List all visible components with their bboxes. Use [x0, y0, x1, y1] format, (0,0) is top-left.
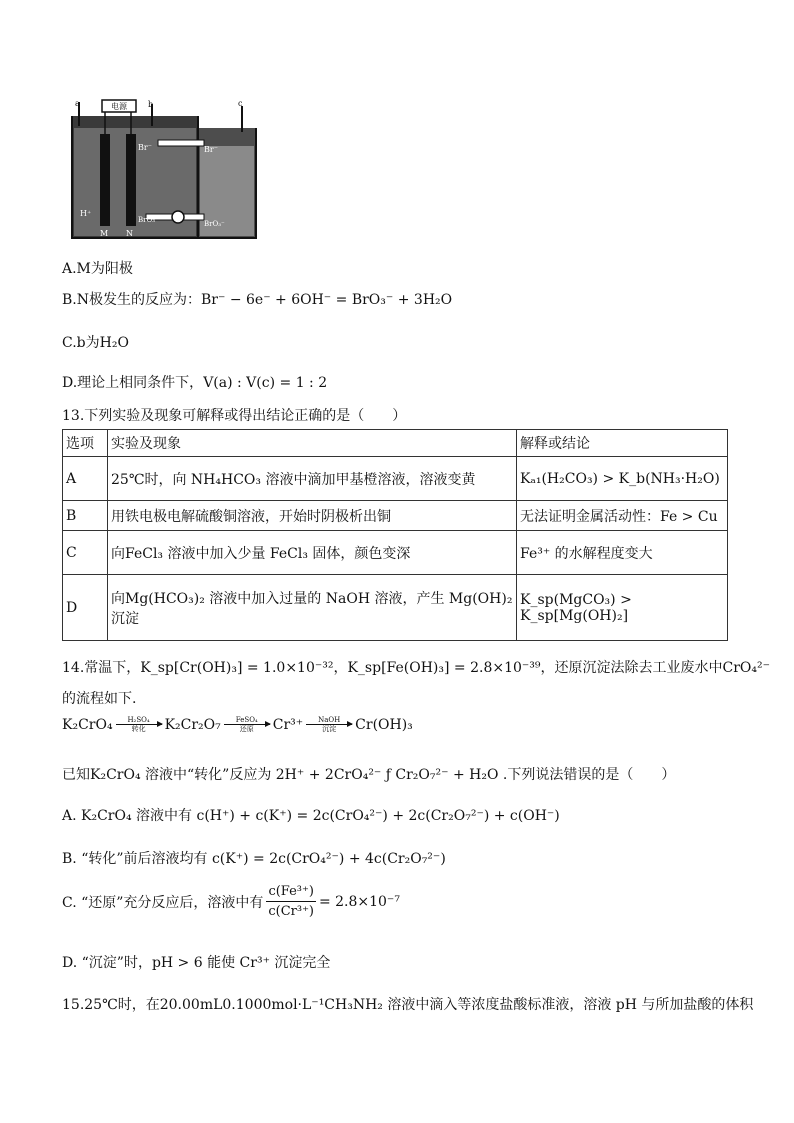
table-cell-option: A: [63, 457, 108, 501]
q12-option-c: [62, 332, 129, 352]
q12-option-b-formula: Br⁻ − 6e⁻ + 6OH⁻ = BrO₃⁻ + 3H₂O: [201, 292, 453, 308]
scheme-arrow-step: 转化: [131, 725, 146, 733]
scheme-arrow-step: 沉淀: [322, 725, 337, 733]
q14-option-a: A. K₂CrO₄ 溶液中有 c(H⁺) + c(K⁺) = 2c(CrO₄²⁻) + 2c(Cr₂O₇²⁻) + c(OH⁻): [62, 808, 560, 824]
label-bro3-right: BrO₃⁻: [204, 220, 225, 228]
q12-option-c-formula: H₂O: [99, 335, 129, 351]
table-cell-conclusion: 无法证明金属活动性：Fe > Cu: [517, 501, 728, 531]
table-cell-option: D: [63, 575, 108, 641]
table-row: [63, 501, 728, 531]
arrow-right-icon: [306, 724, 352, 725]
table-header-row: [63, 430, 728, 457]
label-b: b: [148, 100, 154, 109]
table-cell-experiment: 向FeCl₃ 溶液中加入少量 FeCl₃ 固体，颜色变深: [108, 531, 517, 575]
table-header: 解释或结论: [517, 430, 728, 457]
label-n: N: [126, 229, 133, 238]
table-header: 选项: [63, 430, 108, 457]
scheme-arrow-reagent: FeSO₄: [235, 716, 258, 724]
q12-option-b-prefix: B.N极发生的反应为：: [62, 292, 201, 308]
label-c: c: [238, 99, 243, 108]
table-cell-option: C: [63, 531, 108, 575]
fraction-numerator: c(Fe³⁺): [266, 884, 316, 902]
scheme-arrow-reagent: H₂SO₄: [127, 716, 150, 724]
label-bro3-left: BrO₃⁻: [138, 216, 159, 224]
q15-stem: 15.25℃时，在20.00mL0.1000mol·L⁻¹CH₃NH₂ 溶液中滴入等浓度盐酸标准液，溶液 pH 与所加盐酸的体积: [62, 997, 754, 1013]
q12-option-b: [62, 289, 452, 309]
q14-option-c-suffix: = 2.8×10⁻⁷: [318, 893, 400, 910]
table-row: [63, 457, 728, 501]
scheme-arrow: [224, 716, 270, 733]
q14-option-c: [62, 884, 400, 919]
label-br-right: Br⁻: [204, 145, 218, 154]
scheme-species: K₂CrO₄: [62, 716, 113, 733]
scheme-arrow: [306, 716, 352, 733]
q12-option-c-prefix: C.b为: [62, 335, 100, 351]
arrow-right-icon: [116, 724, 162, 725]
scheme-arrow-reagent: NaOH: [318, 716, 341, 724]
scheme-species: Cr(OH)₃: [355, 716, 413, 733]
fraction-denominator: c(Cr³⁺): [268, 904, 315, 919]
label-m: M: [100, 229, 109, 238]
q14-option-b: B. “转化”前后溶液均有 c(K⁺) = 2c(CrO₄²⁻) + 4c(Cr₂O₇²⁻): [62, 851, 446, 867]
table-cell-experiment: 25℃时，向 NH₄HCO₃ 溶液中滴加甲基橙溶液，溶液变黄: [108, 457, 517, 501]
q14-stem-line2: 的流程如下.: [62, 691, 137, 707]
table-cell-experiment: 向Mg(HCO₃)₂ 溶液中加入过量的 NaOH 溶液，产生 Mg(OH)₂ 沉淀: [108, 575, 517, 641]
label-h-plus: H⁺: [80, 209, 92, 218]
label-a: a: [75, 99, 80, 108]
q12-option-d: [62, 372, 327, 392]
scheme-species: Cr³⁺: [272, 716, 304, 733]
electrolysis-apparatus-figure: [66, 98, 266, 243]
table-row: [63, 531, 728, 575]
table-cell-option: B: [63, 501, 108, 531]
table-cell-experiment: 用铁电极电解硫酸铜溶液，开始时阴极析出铜: [108, 501, 517, 531]
q12-option-a: A.M为阳极: [62, 261, 133, 277]
arrow-right-icon: [224, 724, 270, 725]
q14-option-c-prefix: C. “还原”充分反应后，溶液中有: [62, 894, 264, 911]
table-cell-conclusion: Kₐ₁(H₂CO₃) > K_b(NH₃·H₂O): [517, 457, 728, 501]
scheme-arrow: [116, 716, 162, 733]
q13-stem: 13.下列实验及现象可解释或得出结论正确的是（ ）: [62, 408, 407, 424]
scheme-species: K₂Cr₂O₇: [164, 716, 221, 733]
table-row: [63, 575, 728, 641]
q12-option-d-formula: V(a) : V(c) = 1 : 2: [203, 375, 328, 391]
table-header: 实验及现象: [108, 430, 517, 457]
power-label: 电源: [111, 102, 127, 111]
q12-option-d-prefix: D.理论上相同条件下，: [62, 375, 204, 391]
fraction: [266, 884, 316, 919]
q14-flow-scheme: [62, 716, 413, 733]
scheme-arrow-step: 还原: [239, 725, 254, 733]
label-br-left: Br⁻: [138, 143, 152, 152]
q14-known: 已知K₂CrO₄ 溶液中“转化”反应为 2H⁺ + 2CrO₄²⁻ ƒ Cr₂O₇²⁻ + H₂O .下列说法错误的是（ ）: [62, 767, 676, 783]
q14-stem-line1: 14.常温下，K_sp[Cr(OH)₃] = 1.0×10⁻³²，K_sp[Fe(OH)₃] = 2.8×10⁻³⁹，还原沉淀法除去工业废水中CrO₄²⁻: [62, 660, 771, 676]
q13-table: [62, 429, 728, 641]
q14-option-d: D. “沉淀”时，pH > 6 能使 Cr³⁺ 沉淀完全: [62, 955, 331, 971]
table-cell-conclusion: Fe³⁺ 的水解程度变大: [517, 531, 728, 575]
table-cell-conclusion: K_sp(MgCO₃) > K_sp[Mg(OH)₂]: [517, 575, 728, 641]
